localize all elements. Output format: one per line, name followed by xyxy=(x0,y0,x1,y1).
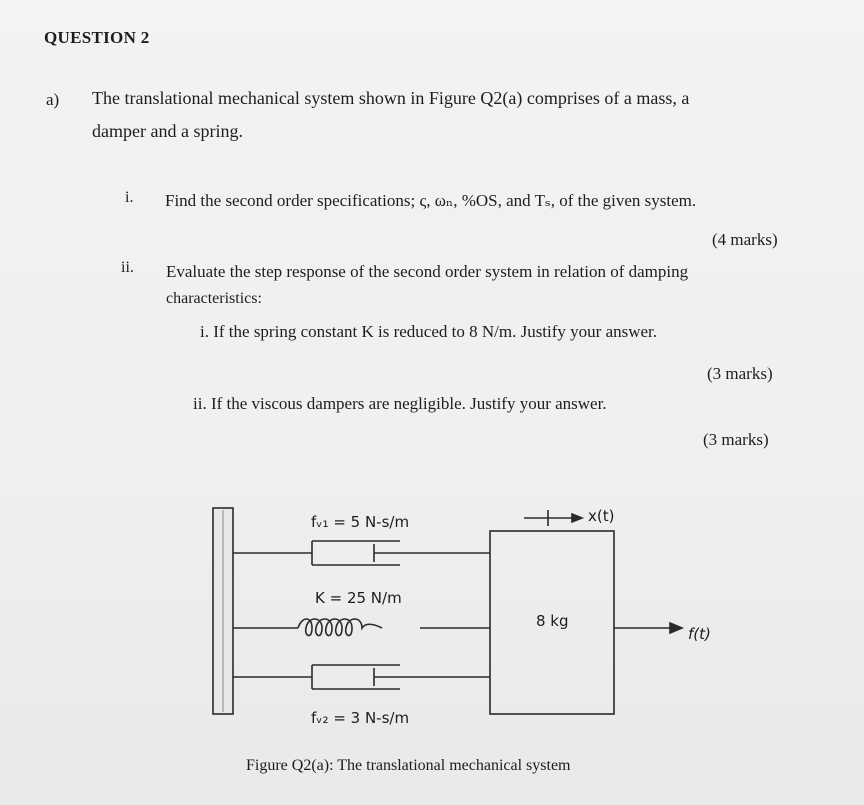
subitem-i-marks: (3 marks) xyxy=(707,364,773,383)
spring xyxy=(233,619,490,636)
displacement-label: x(t) xyxy=(588,507,615,525)
item-ii-text-line1: Evaluate the step response of the second order system in relation of damping xyxy=(166,262,689,281)
spring-label: K = 25 N/m xyxy=(315,589,402,607)
subitem-ii-marks: (3 marks) xyxy=(703,430,769,449)
displacement-arrow xyxy=(524,510,582,526)
item-i-text: Find the second order specifications; ς, ωₙ, %OS, and Tₛ, of the given system. xyxy=(165,191,697,210)
damper-2 xyxy=(233,665,490,689)
part-a-text-line1: The translational mechanical system shown in Figure Q2(a) comprises of a mass, a xyxy=(92,88,690,108)
subitem-i-text: i. If the spring constant K is reduced to 8 N/m. Justify your answer. xyxy=(200,322,658,341)
figure-caption: Figure Q2(a): The translational mechanical system xyxy=(246,757,571,774)
damper-2-label: fᵥ₂ = 3 N-s/m xyxy=(311,709,410,727)
question-title: QUESTION 2 xyxy=(44,28,150,47)
item-i-label: i. xyxy=(125,189,134,206)
item-i-marks: (4 marks) xyxy=(712,230,778,249)
force-label: f(t) xyxy=(688,625,711,643)
part-a-label: a) xyxy=(46,90,60,109)
item-ii-label: ii. xyxy=(121,259,134,276)
part-a-text-line2: damper and a spring. xyxy=(92,121,243,141)
item-ii-text-line2: characteristics: xyxy=(166,290,262,307)
subitem-ii-text: ii. If the viscous dampers are negligible. Justify your answer. xyxy=(193,394,607,413)
damper-1 xyxy=(233,541,490,565)
force-arrow xyxy=(614,623,682,633)
damper-1-label: fᵥ₁ = 5 N-s/m xyxy=(311,513,410,531)
mass-label: 8 kg xyxy=(536,612,569,630)
